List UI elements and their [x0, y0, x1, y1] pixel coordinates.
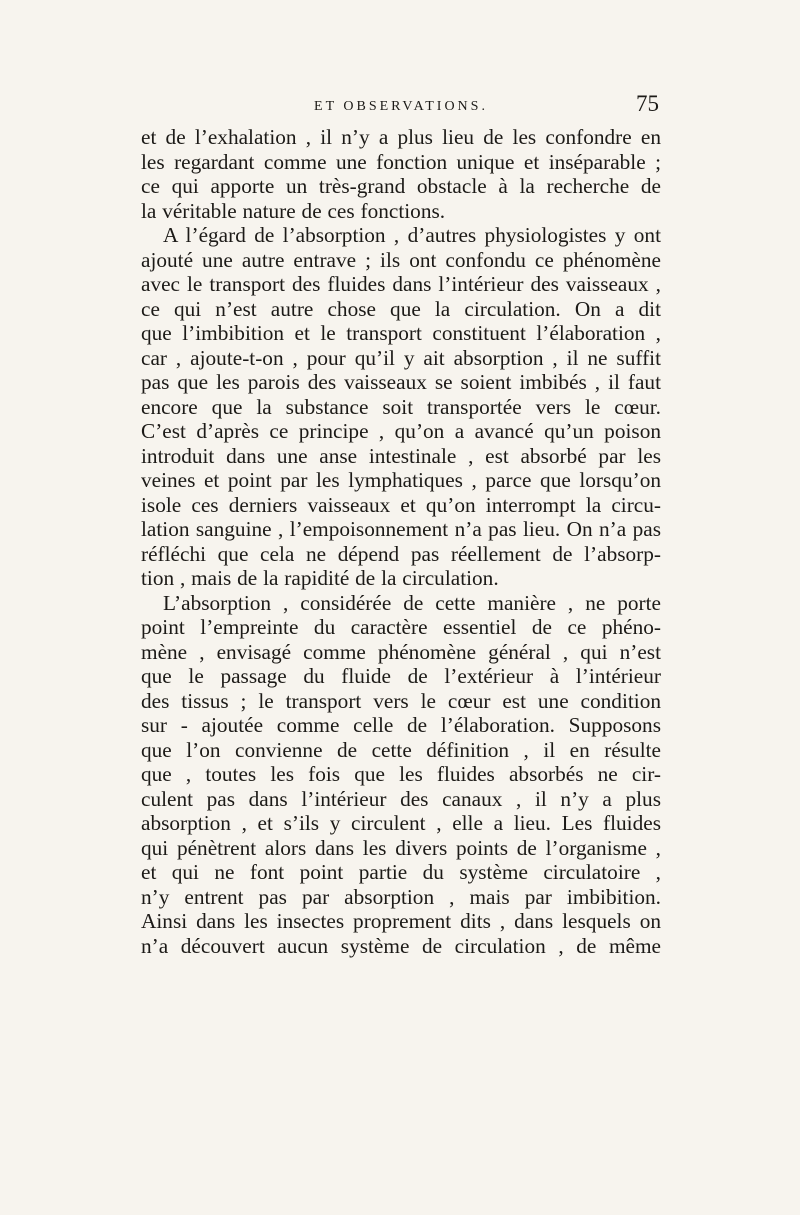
- running-title: ET OBSERVATIONS.: [314, 99, 488, 114]
- running-head: [141, 93, 661, 125]
- text-line: qui pénètrent alors dans les divers points de l’organisme ,: [141, 835, 661, 860]
- text-line: n’y entrent pas par absorption , mais par imbibition.: [141, 884, 661, 909]
- text-line: pas que les parois des vaisseaux se soient imbibés , il faut: [141, 370, 661, 394]
- text-line: Ainsi dans les insectes proprement dits , dans lesquels on: [141, 909, 661, 933]
- text-line: lation sanguine , l’empoisonnement n’a pas lieu. On n’a pas: [141, 517, 661, 541]
- text-line: C’est d’après ce principe , qu’on a avancé qu’un poison: [141, 419, 661, 443]
- text-line: absorption , et s’ils y circulent , elle a lieu. Les fluides: [141, 811, 661, 835]
- paragraph-start-line: L’absorption , considérée de cette manière , ne porte: [163, 590, 661, 615]
- text-line: que l’imbibition et le transport constituent l’élaboration ,: [141, 321, 661, 345]
- text-line: ce qui apporte un très-grand obstacle à la recherche de: [141, 174, 661, 198]
- text-line: car , ajoute-t-on , pour qu’il y ait absorption , il ne suffit: [141, 345, 661, 370]
- text-line: les regardant comme une fonction unique et inséparable ;: [141, 149, 661, 174]
- text-line: que l’on convienne de cette définition , il en résulte: [141, 737, 661, 762]
- text-line: que le passage du fluide de l’extérieur à l’intérieur: [141, 664, 661, 688]
- text-line: encore que la substance soit transportée vers le cœur.: [141, 394, 661, 419]
- text-line: veines et point par les lymphatiques , parce que lorsqu’on: [141, 468, 661, 492]
- body-text: [141, 125, 661, 958]
- paragraph-start-line: A l’égard de l’absorption , d’autres physiologistes y ont: [163, 223, 661, 247]
- text-line: point l’empreinte du caractère essentiel de ce phéno-: [141, 615, 661, 639]
- text-line: mène , envisagé comme phénomène général , qui n’est: [141, 639, 661, 664]
- text-line: sur - ajoutée comme celle de l’élaboration. Supposons: [141, 713, 661, 737]
- text-line: n’a découvert aucun système de circulation , de même: [141, 933, 661, 958]
- paragraph-end-line: tion , mais de la rapidité de la circulation.: [141, 566, 499, 590]
- text-line: avec le transport des fluides dans l’intérieur des vaisseaux ,: [141, 272, 661, 296]
- text-line: isole ces derniers vaisseaux et qu’on interrompt la circu-: [141, 492, 661, 517]
- text-line: culent pas dans l’intérieur des canaux , il n’y a plus: [141, 786, 661, 811]
- text-line: réfléchi que cela ne dépend pas réellement de l’absorp-: [141, 541, 661, 566]
- paragraph-end-line: la véritable nature de ces fonctions.: [141, 198, 446, 223]
- text-line: introduit dans une anse intestinale , est absorbé par les: [141, 443, 661, 468]
- text-line: des tissus ; le transport vers le cœur est une condition: [141, 688, 661, 713]
- text-line: que , toutes les fois que les fluides absorbés ne cir-: [141, 762, 661, 786]
- page-number: 75: [636, 91, 659, 116]
- book-page: [141, 93, 661, 958]
- text-line: et qui ne font point partie du système circulatoire ,: [141, 860, 661, 884]
- text-line: et de l’exhalation , il n’y a plus lieu de les confondre en: [141, 125, 661, 149]
- text-line: ce qui n’est autre chose que la circulation. On a dit: [141, 296, 661, 321]
- text-line: ajouté une autre entrave ; ils ont confondu ce phénomène: [141, 247, 661, 272]
